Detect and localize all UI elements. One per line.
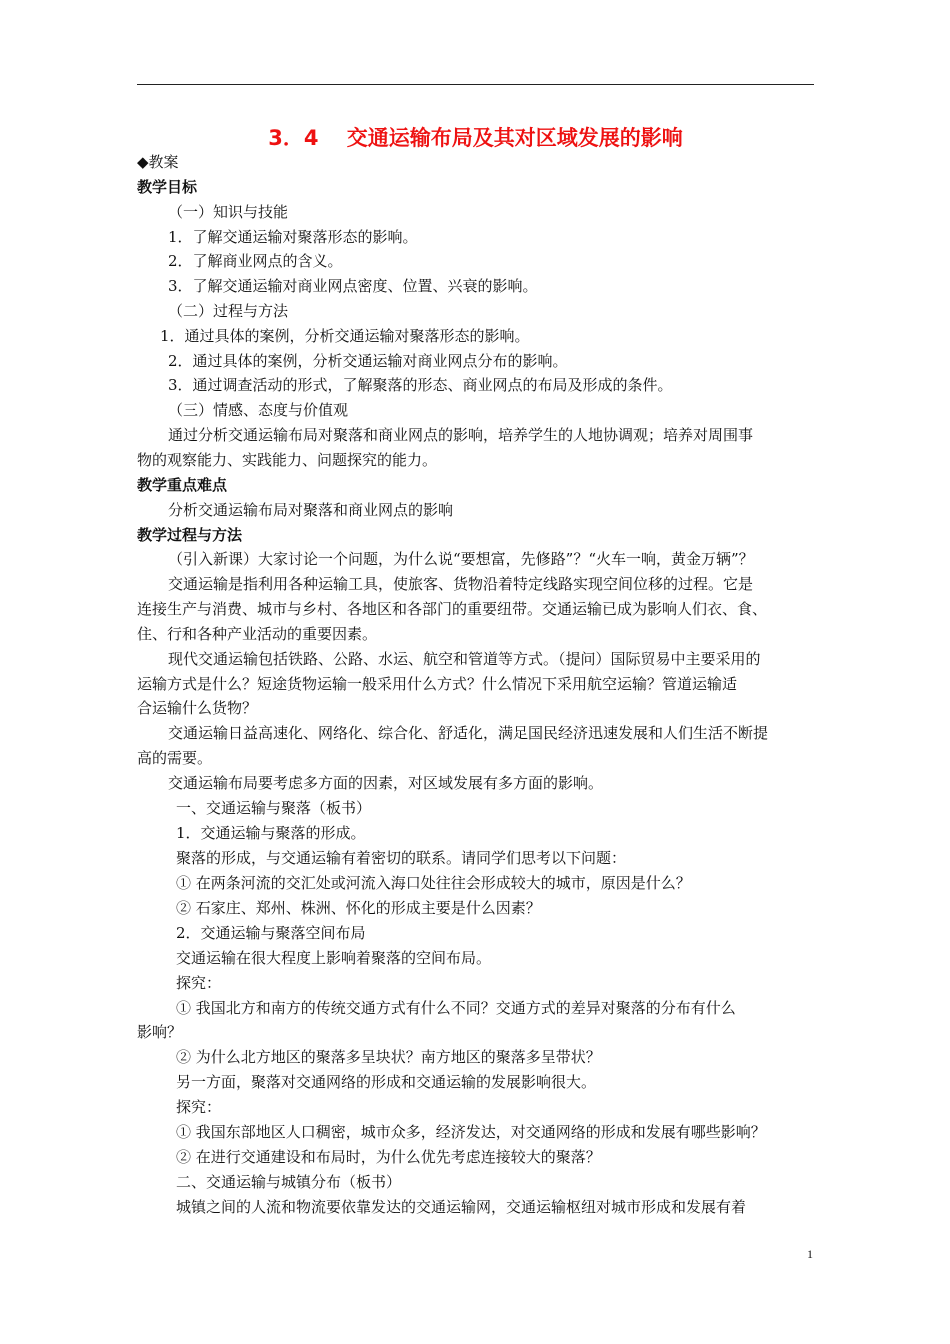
text-line: 城镇之间的人流和物流要依靠发达的交通运输网，交通运输枢纽对城市形成和发展有着 — [176, 1198, 747, 1216]
text-line: 1．了解交通运输对聚落形态的影响。 — [168, 228, 418, 246]
text-line: 连接生产与消费、城市与乡村、各地区和各部门的重要纽带。交通运输已成为影响人们衣、食、 — [137, 600, 768, 618]
text-line: ② 为什么北方地区的聚落多呈块状？南方地区的聚落多呈带状？ — [176, 1048, 601, 1066]
text-line: ① 我国东部地区人口稠密，城市众多，经济发达，对交通网络的形成和发展有哪些影响？ — [176, 1123, 766, 1141]
text-line: ② 在进行交通建设和布局时，为什么优先考虑连接较大的聚落？ — [176, 1148, 601, 1166]
text-line: 交通运输布局要考虑多方面的因素，对区域发展有多方面的影响。 — [168, 774, 604, 792]
header-rule — [137, 84, 814, 85]
section-heading-process: 教学过程与方法 — [137, 526, 243, 544]
text-line: （引入新课）大家讨论一个问题，为什么说“要想富，先修路”？“火车一响，黄金万辆”？ — [168, 550, 754, 568]
text-line: ① 我国北方和南方的传统交通方式有什么不同？交通方式的差异对聚落的分布有什么 — [176, 999, 736, 1017]
page-number: 1 — [807, 1247, 813, 1261]
text-line: 2．了解商业网点的含义。 — [168, 252, 343, 270]
text-line: ① 在两条河流的交汇处或河流入海口处往往会形成较大的城市，原因是什么？ — [176, 874, 691, 892]
text-line: 一、交通运输与聚落（板书） — [176, 799, 372, 817]
text-line: 2．通过具体的案例，分析交通运输对商业网点分布的影响。 — [168, 352, 568, 370]
section-heading-objectives: 教学目标 — [137, 178, 198, 196]
text-line: 3．通过调查活动的形式，了解聚落的形态、商业网点的布局及形成的条件。 — [168, 376, 673, 394]
text-line: 住、行和各种产业活动的重要因素。 — [137, 625, 378, 643]
text-line: 通过分析交通运输布局对聚落和商业网点的影响，培养学生的人地协调观；培养对周围事 — [168, 426, 754, 444]
text-line: 高的需要。 — [137, 749, 213, 767]
text-line: 影响？ — [137, 1023, 183, 1041]
text-line: 运输方式是什么？短途货物运输一般采用什么方式？什么情况下采用航空运输？管道运输适 — [137, 675, 738, 693]
text-line: 物的观察能力、实践能力、问题探究的能力。 — [137, 451, 438, 469]
text-line: 聚落的形成，与交通运输有着密切的联系。请同学们思考以下问题： — [176, 849, 627, 867]
text-line: 合运输什么货物？ — [137, 699, 258, 717]
text-line: 现代交通运输包括铁路、公路、水运、航空和管道等方式。（提问）国际贸易中主要采用的 — [168, 650, 761, 668]
text-line: 另一方面，聚落对交通网络的形成和交通运输的发展影响很大。 — [176, 1073, 597, 1091]
text-line: 2．交通运输与聚落空间布局 — [176, 924, 366, 942]
text-line: 1．交通运输与聚落的形成。 — [176, 824, 366, 842]
text-line: （二）过程与方法 — [168, 302, 289, 320]
text-line: 3．了解交通运输对商业网点密度、位置、兴衰的影响。 — [168, 277, 538, 295]
text-line: 交通运输在很大程度上影响着聚落的空间布局。 — [176, 949, 492, 967]
text-line: （三）情感、态度与价值观 — [168, 401, 349, 419]
document-title: 3．4 交通运输布局及其对区域发展的影响 — [268, 126, 683, 150]
text-line: 1．通过具体的案例，分析交通运输对聚落形态的影响。 — [160, 327, 530, 345]
text-line: 交通运输是指利用各种运输工具，使旅客、货物沿着特定线路实现空间位移的过程。它是 — [168, 575, 754, 593]
section-heading-focus: 教学重点难点 — [137, 476, 228, 494]
text-line: 交通运输日益高速化、网络化、综合化、舒适化，满足国民经济迅速发展和人们生活不断提 — [168, 724, 769, 742]
text-line: 探究： — [176, 974, 222, 992]
text-line: 二、交通运输与城镇分布（板书） — [176, 1173, 402, 1191]
text-line: 分析交通运输布局对聚落和商业网点的影响 — [168, 501, 454, 519]
plan-label: ◆教案 — [137, 153, 179, 171]
text-line: （一）知识与技能 — [168, 203, 289, 221]
text-line: 探究： — [176, 1098, 222, 1116]
text-line: ② 石家庄、郑州、株洲、怀化的形成主要是什么因素？ — [176, 899, 541, 917]
